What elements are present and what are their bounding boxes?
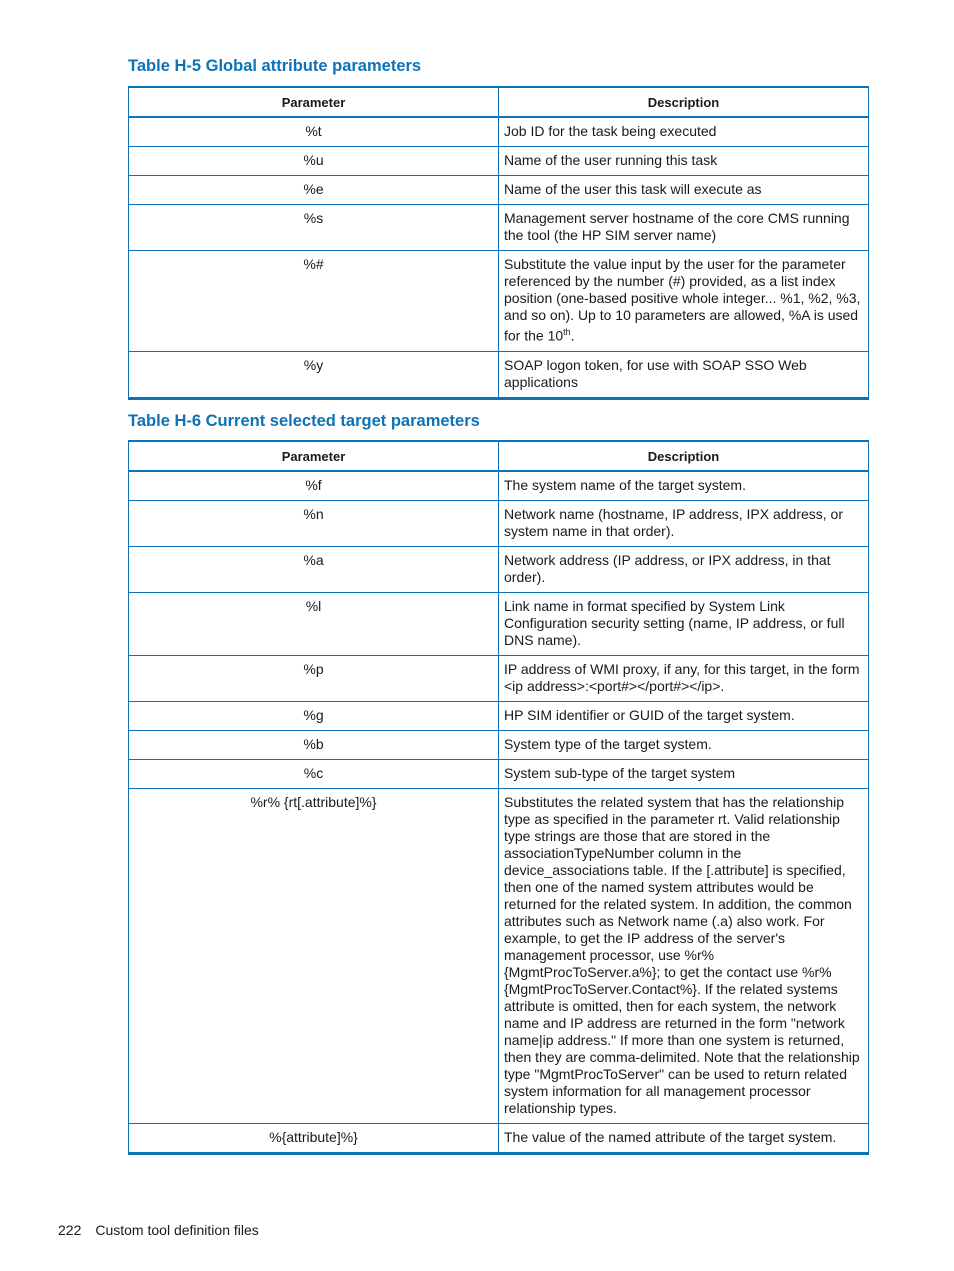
- table-row: [129, 789, 869, 1124]
- description-cell: System sub-type of the target system: [499, 760, 869, 789]
- table-row: [129, 702, 869, 731]
- parameter-cell: %g: [129, 702, 499, 731]
- parameter-cell: %t: [129, 117, 499, 147]
- table-row: [129, 760, 869, 789]
- parameter-cell: %r% {rt[.attribute]%}: [129, 789, 499, 1124]
- description-cell: System type of the target system.: [499, 731, 869, 760]
- description-cell: SOAP logon token, for use with SOAP SSO Web applications: [499, 351, 869, 398]
- parameter-cell: %n: [129, 501, 499, 547]
- parameter-cell: %s: [129, 205, 499, 251]
- table-row: [129, 351, 869, 398]
- table-row: [129, 656, 869, 702]
- parameter-cell: %u: [129, 147, 499, 176]
- parameter-cell: %y: [129, 351, 499, 398]
- table-row: [129, 117, 869, 147]
- table-row: [129, 251, 869, 352]
- description-cell: Network name (hostname, IP address, IPX address, or system name in that order).: [499, 501, 869, 547]
- description-cell: HP SIM identifier or GUID of the target system.: [499, 702, 869, 731]
- table-row: [129, 205, 869, 251]
- table-h6-title: Table H-6 Current selected target parameters: [128, 412, 480, 430]
- column-header-parameter: Parameter: [129, 87, 499, 117]
- parameter-cell: %f: [129, 471, 499, 501]
- description-cell: Network address (IP address, or IPX address, in that order).: [499, 547, 869, 593]
- parameter-cell: %e: [129, 176, 499, 205]
- table-row: [129, 471, 869, 501]
- superscript-th: th: [563, 327, 571, 337]
- table-header-row: [129, 441, 869, 471]
- column-header-parameter: Parameter: [129, 441, 499, 471]
- table-row: [129, 1124, 869, 1154]
- table-header-row: [129, 87, 869, 117]
- description-cell: [499, 251, 869, 352]
- parameter-cell: %l: [129, 593, 499, 656]
- description-cell: The system name of the target system.: [499, 471, 869, 501]
- description-text: Substitute the value input by the user for the parameter referenced by the number (#) provided, as a list index position (one-based positive whole integer... %1, %2, %3, and so on). Up to 10 parameters are allowed, %A is used for the 10: [504, 256, 861, 344]
- table-row: [129, 731, 869, 760]
- global-attribute-parameters-table: [128, 86, 869, 400]
- page-footer: [58, 1222, 259, 1238]
- column-header-description: Description: [499, 87, 869, 117]
- table-row: [129, 547, 869, 593]
- table-h5-title: Table H-5 Global attribute parameters: [128, 57, 422, 75]
- description-cell: Link name in format specified by System Link Configuration security setting (name, IP address, or full DNS name).: [499, 593, 869, 656]
- current-selected-target-parameters-table: [128, 440, 869, 1155]
- table-row: [129, 593, 869, 656]
- parameter-cell: %b: [129, 731, 499, 760]
- table-row: [129, 501, 869, 547]
- page-number: 222: [58, 1222, 82, 1238]
- description-cell: Job ID for the task being executed: [499, 117, 869, 147]
- table-row: [129, 176, 869, 205]
- description-cell: Management server hostname of the core CMS running the tool (the HP SIM server name): [499, 205, 869, 251]
- description-tail: .: [570, 327, 575, 344]
- description-cell: Name of the user this task will execute as: [499, 176, 869, 205]
- parameter-cell: %{attribute]%}: [129, 1124, 499, 1154]
- table-row: [129, 147, 869, 176]
- description-cell: Name of the user running this task: [499, 147, 869, 176]
- column-header-description: Description: [499, 441, 869, 471]
- parameter-cell: %c: [129, 760, 499, 789]
- description-cell: Substitutes the related system that has the relationship type as specified in the parameter rt. Valid relationship type strings are those that are stored in the associationTypeNumber column in the device_associations table. If the [.attribute] is specified, then one of the named system attributes would be returned for the related system. In addition, the common attributes such as Network name (.a) also work. For example, to get the IP address of the server's management processor, use %r%{MgmtProcToServer.a%}; to get the contact use %r%{MgmtProcToServer.Contact%}. If the related systems attribute is omitted, then for each system, the network name and IP address are returned in the form "network name|ip address." If more than one system is returned, then they are comma-delimited. Note that the relationship type "MgmtProcToServer" can be used to return related system information for all management processor relationship types.: [499, 789, 869, 1124]
- parameter-cell: %#: [129, 251, 499, 352]
- description-cell: IP address of WMI proxy, if any, for this target, in the form <ip address>:<port#></port#></ip>.: [499, 656, 869, 702]
- parameter-cell: %p: [129, 656, 499, 702]
- description-cell: The value of the named attribute of the target system.: [499, 1124, 869, 1154]
- parameter-cell: %a: [129, 547, 499, 593]
- footer-section-title: Custom tool definition files: [95, 1222, 259, 1238]
